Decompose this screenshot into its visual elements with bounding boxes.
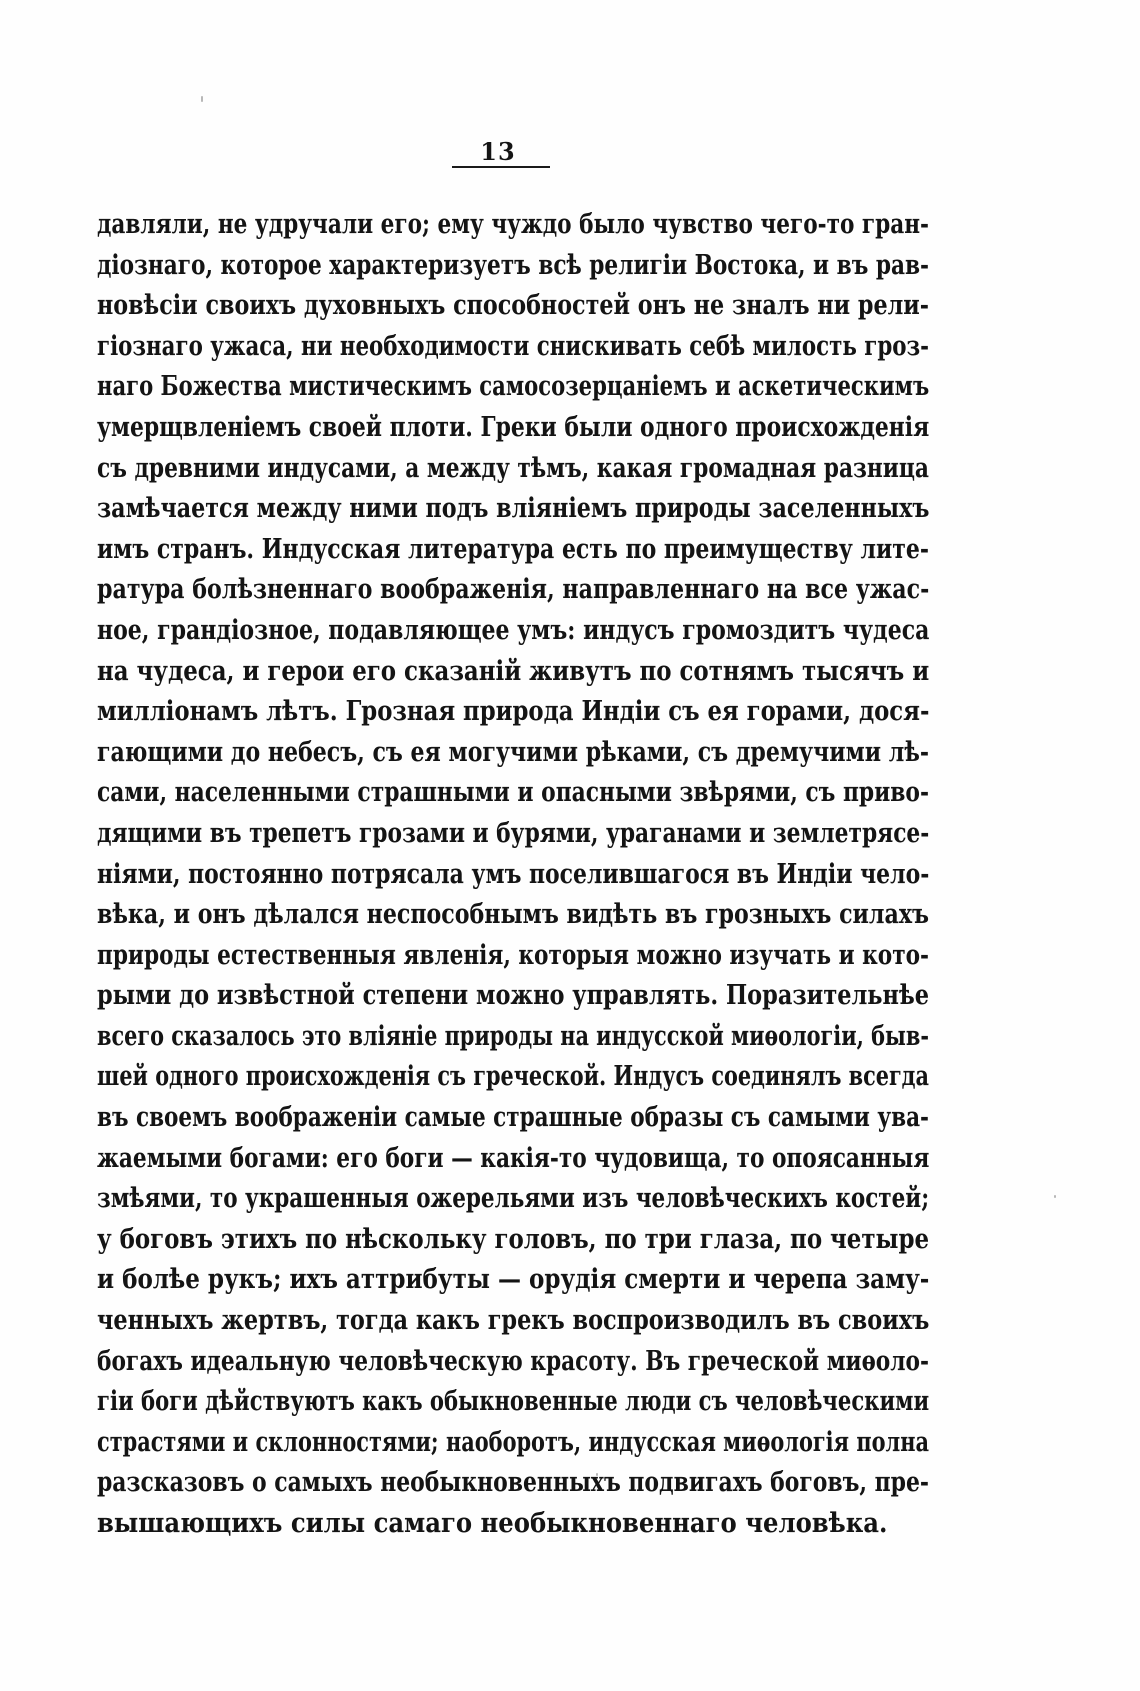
paper-speck — [201, 96, 203, 102]
text-line: наго Божества мистическимъ самосозерцаніемъ и аскетическимъ — [97, 371, 930, 403]
text-line: у боговъ этихъ по нѣскольку головъ, по три глаза, по четыре — [97, 1223, 930, 1255]
text-line: діознаго, которое характеризуетъ всѣ религіи Востока, и въ рав- — [97, 249, 929, 281]
text-line: ченныхъ жертвъ, тогда какъ грекъ воспроизводилъ въ своихъ — [97, 1305, 930, 1337]
text-line: дящими въ трепетъ грозами и бурями, ураганами и землетрясе- — [97, 817, 930, 849]
text-line: имъ странъ. Индусская литература есть по преимуществу лите- — [97, 533, 929, 565]
text-line: умерщвленіемъ своей плоти. Греки были одного происхожденія — [97, 411, 930, 443]
text-line: ное, грандіозное, подавляющее умъ: индусъ громоздитъ чудеса — [97, 614, 930, 646]
text-line: шей одного происхожденія съ греческой. Индусъ соединялъ всегда — [97, 1061, 929, 1093]
text-line: ратура болѣзненнаго воображенія, направленнаго на все ужас- — [97, 574, 930, 606]
text-line: природы естественныя явленія, которыя можно изучать и кото- — [97, 939, 929, 971]
text-line: давляли, не удручали его; ему чуждо было чувство чего-то гран- — [97, 209, 929, 240]
text-line: милліонамъ лѣтъ. Грозная природа Индіи съ ея горами, дося- — [97, 696, 930, 728]
text-line: разсказовъ о самыхъ необыкновенныхъ подвигахъ боговъ, пре- — [97, 1467, 929, 1499]
text-line: рыми до извѣстной степени можно управлять. Поразительнѣе — [97, 980, 929, 1012]
body-text — [97, 205, 929, 1545]
text-line: на чудеса, и герои его сказаній живутъ по сотнямъ тысячъ и — [97, 655, 930, 687]
text-line: вѣка, и онъ дѣлался неспособнымъ видѣть въ грозныхъ силахъ — [97, 899, 929, 931]
text-line: жаемыми богами: его боги — какія-то чудовища, то опоясанныя — [97, 1142, 930, 1174]
text-line: сами, населенными страшными и опасными звѣрями, съ приво- — [97, 777, 929, 809]
page-number-rule — [452, 166, 550, 168]
text-line: змѣями, то украшенныя ожерельями изъ человѣческихъ костей; — [97, 1183, 930, 1215]
text-line: съ древними индусами, а между тѣмъ, какая громадная разница — [97, 452, 929, 484]
text-line: богахъ идеальную человѣческую красоту. Въ греческой миѳоло- — [97, 1345, 929, 1377]
text-line: и болѣе рукъ; ихъ аттрибуты — орудія смерти и черепа заму- — [97, 1264, 930, 1296]
text-line: ніями, постоянно потрясала умъ поселившагося въ Индіи чело- — [97, 858, 930, 890]
text-line: гіи боги дѣйствуютъ какъ обыкновенные люди съ человѣческими — [97, 1386, 930, 1418]
text-line: замѣчается между ними подъ вліяніемъ природы заселенныхъ — [97, 493, 930, 525]
text-line: всего сказалось это вліяніе природы на индусской миѳологіи, быв- — [97, 1020, 929, 1052]
text-line: гіознаго ужаса, ни необходимости снискивать себѣ милость гроз- — [97, 330, 930, 362]
text-line: вышающихъ силы самаго необыкновеннаго человѣка. — [97, 1508, 888, 1539]
paper-speck — [1054, 1195, 1056, 1198]
text-line: гающими до небесъ, съ ея могучими рѣками, съ дремучими лѣ- — [97, 736, 929, 768]
text-line: страстями и склонностями; наоборотъ, индусская миѳологія полна — [97, 1426, 929, 1458]
text-line: въ своемъ воображеніи самые страшные образы съ самыми ува- — [97, 1102, 929, 1134]
text-line: новѣсіи своихъ духовныхъ способностей онъ не зналъ ни рели- — [97, 290, 929, 322]
page-number: 13 — [480, 137, 516, 166]
